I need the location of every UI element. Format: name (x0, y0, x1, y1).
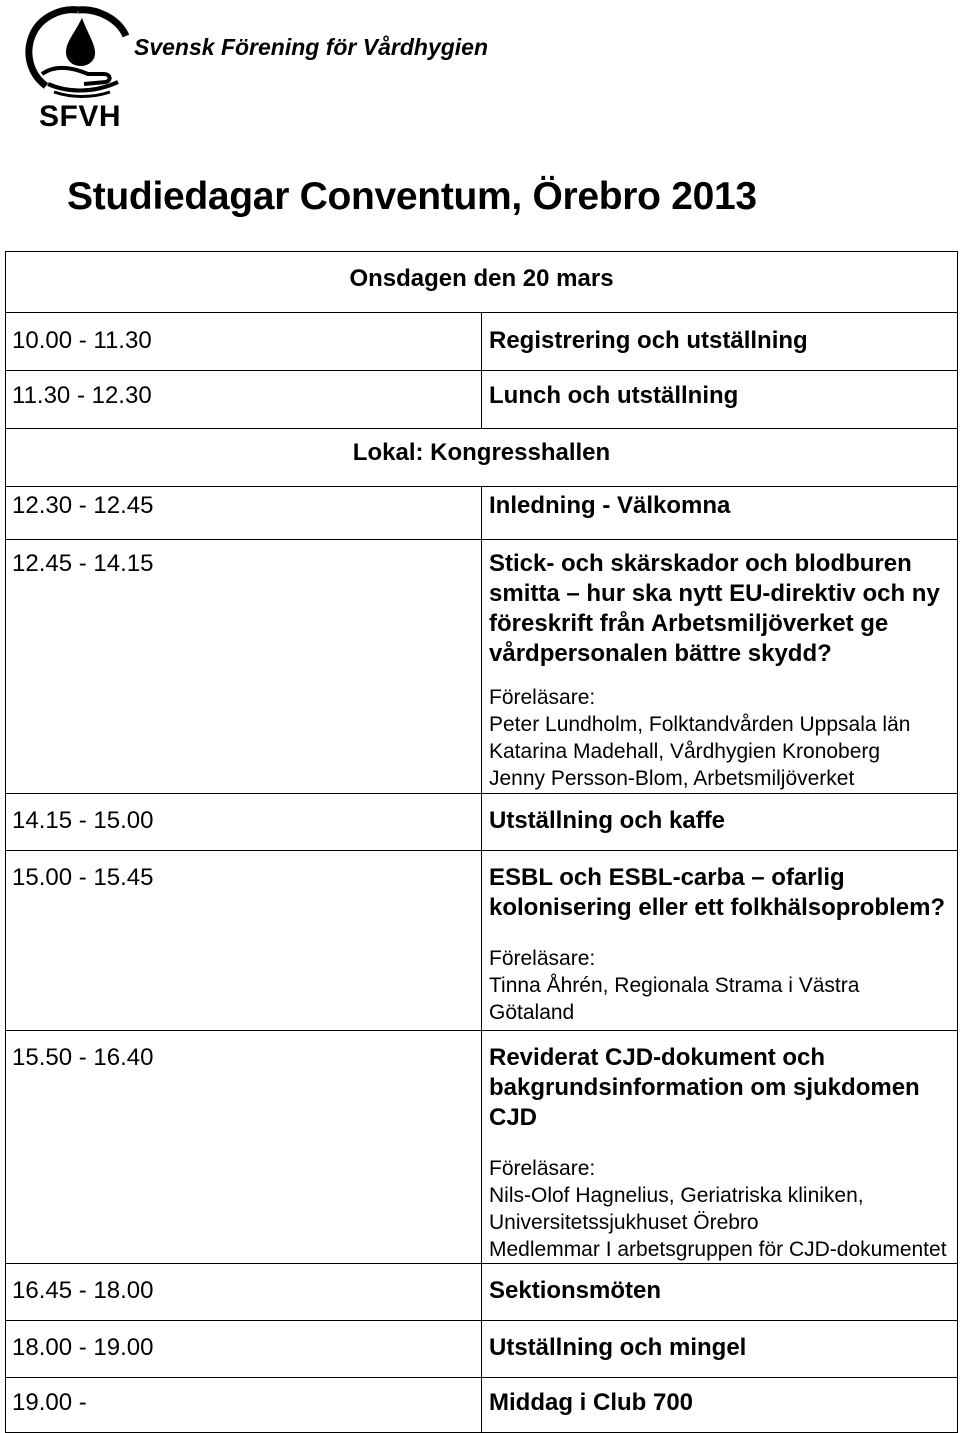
session-details (482, 851, 958, 1031)
session-time: 18.00 - 19.00 (6, 1321, 482, 1378)
session-time: 16.45 - 18.00 (6, 1264, 482, 1321)
day-heading-row (6, 252, 958, 313)
session-title: Middag i Club 700 (482, 1378, 958, 1433)
speakers-label: Föreläsare: (489, 947, 596, 970)
session-title: Lunch och utställning (482, 371, 958, 429)
session-time: 15.50 - 16.40 (6, 1031, 482, 1264)
speaker-name: Katarina Madehall, Vårdhygien Kronoberg (489, 740, 881, 763)
table-row (6, 851, 958, 1031)
session-title: Sektionsmöten (482, 1264, 958, 1321)
session-title: Inledning - Välkomna (482, 487, 958, 540)
speaker-name: Jenny Persson-Blom, Arbetsmiljöverket (489, 767, 855, 790)
table-row (6, 794, 958, 851)
session-title: Reviderat CJD-dokument och bakgrundsinformation om sjukdomen CJD (489, 1044, 920, 1131)
session-time: 12.30 - 12.45 (6, 487, 482, 540)
organization-logo (22, 4, 542, 134)
organization-name: Svensk Förening för Vårdhygien (134, 34, 489, 60)
session-time: 15.00 - 15.45 (6, 851, 482, 1031)
sfvh-logo-icon (22, 4, 134, 104)
session-time: 19.00 - (6, 1378, 482, 1433)
session-details (482, 540, 958, 794)
table-row (6, 1264, 958, 1321)
speaker-name: Medlemmar I arbetsgruppen för CJD-dokumentet (489, 1238, 947, 1261)
speaker-name: Peter Lundholm, Folktandvården Uppsala län (489, 713, 911, 736)
session-time: 14.15 - 15.00 (6, 794, 482, 851)
venue-heading: Lokal: Kongresshallen (6, 429, 958, 487)
table-row (6, 371, 958, 429)
session-time: 10.00 - 11.30 (6, 313, 482, 371)
table-row (6, 540, 958, 794)
table-row (6, 1031, 958, 1264)
speakers-label: Föreläsare: (489, 686, 596, 709)
table-row (6, 1321, 958, 1378)
session-title: ESBL och ESBL-carba – ofarlig kolonisering eller ett folkhälsoproblem? (489, 864, 946, 921)
session-time: 11.30 - 12.30 (6, 371, 482, 429)
session-title: Utställning och kaffe (482, 794, 958, 851)
schedule-table (5, 251, 958, 1433)
document-title: Studiedagar Conventum, Örebro 2013 (67, 175, 757, 218)
speaker-name: Tinna Åhrén, Regionala Strama i Västra Götaland (489, 974, 860, 1024)
table-row (6, 1378, 958, 1433)
speakers-label: Föreläsare: (489, 1157, 596, 1180)
session-title: Utställning och mingel (482, 1321, 958, 1378)
session-time: 12.45 - 14.15 (6, 540, 482, 794)
venue-heading-row (6, 429, 958, 487)
session-title: Registrering och utställning (482, 313, 958, 371)
table-row (6, 487, 958, 540)
day-heading: Onsdagen den 20 mars (6, 252, 958, 313)
speaker-name: Nils-Olof Hagnelius, Geriatriska kliniken, Universitetssjukhuset Örebro (489, 1184, 864, 1234)
organization-abbreviation: SFVH (39, 100, 122, 133)
table-row (6, 313, 958, 371)
session-title: Stick- och skärskador och blodburen smitta – hur ska nytt EU-direktiv och ny föreskrift från Arbetsmiljöverket ge vårdpersonalen bättre skydd? (489, 550, 940, 667)
session-details (482, 1031, 958, 1264)
